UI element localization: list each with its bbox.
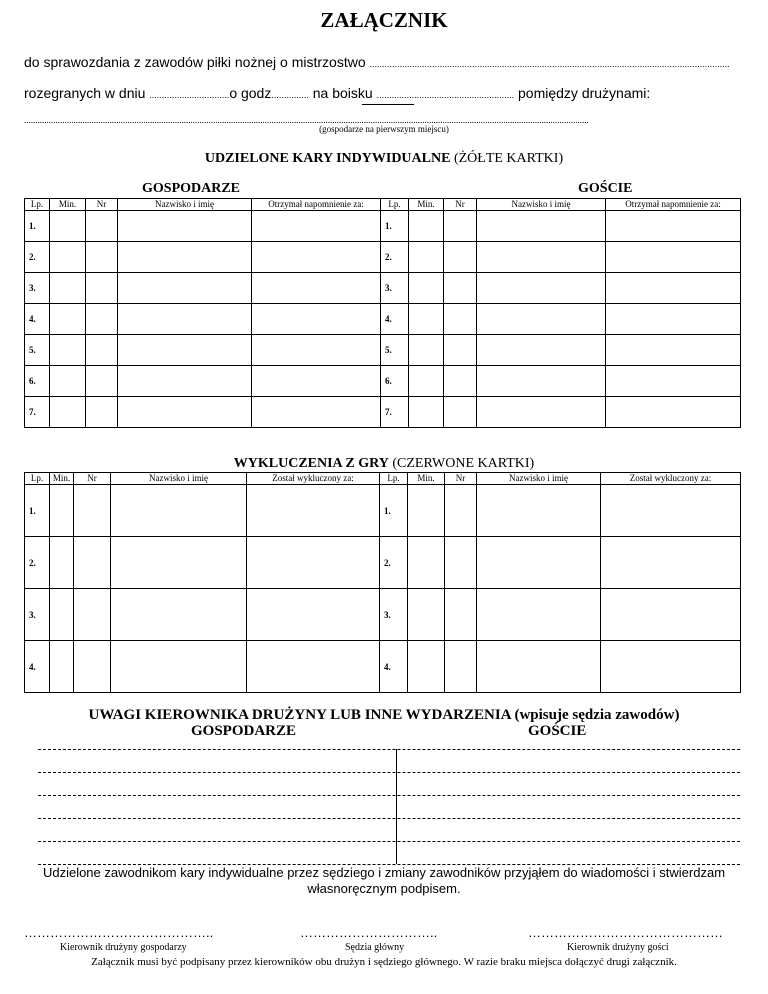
table-row [25, 485, 741, 537]
yellow-cards-title-rest: (ŻÓŁTE KARTKI) [450, 151, 564, 166]
reason-cell[interactable] [606, 273, 741, 304]
reason-cell[interactable] [252, 335, 381, 366]
date-label: rozegranych w dniu [24, 85, 146, 101]
red-cards-title-bold: WYKLUCZENIA Z GRY [233, 456, 389, 471]
name-cell[interactable] [118, 273, 252, 304]
name-cell[interactable] [111, 589, 247, 641]
reason-cell[interactable] [601, 589, 741, 641]
name-cell[interactable] [118, 211, 252, 242]
name-cell[interactable] [118, 397, 252, 428]
name-cell[interactable] [111, 485, 247, 537]
signature-referee-field[interactable]: ………………………….. [300, 925, 438, 940]
remark-line[interactable] [38, 749, 740, 750]
reason-cell[interactable] [252, 211, 381, 242]
col-reason: Został wykluczony za: [247, 473, 380, 485]
col-lp: Lp. [25, 473, 50, 485]
reason-cell[interactable] [606, 335, 741, 366]
number-cell[interactable] [445, 537, 477, 589]
number-cell[interactable] [444, 304, 477, 335]
reason-cell[interactable] [252, 273, 381, 304]
number-cell[interactable] [86, 304, 118, 335]
statement [0, 865, 768, 897]
signature-home-label: Kierownik drużyny gospodarzy [60, 942, 187, 953]
row-number: 5. [25, 335, 50, 366]
name-cell[interactable] [477, 304, 606, 335]
minute-cell[interactable] [50, 589, 74, 641]
row-number: 2. [25, 242, 50, 273]
col-lp: Lp. [381, 199, 409, 211]
minute-cell[interactable] [409, 273, 444, 304]
minute-cell[interactable] [409, 211, 444, 242]
reason-cell[interactable] [247, 589, 380, 641]
remarks-home-label: GOSPODARZE [191, 723, 297, 739]
number-cell[interactable] [86, 242, 118, 273]
table-row [25, 641, 741, 693]
number-cell[interactable] [444, 366, 477, 397]
col-nr: Nr [74, 473, 111, 485]
col-nr: Nr [444, 199, 477, 211]
pitch-label: na boisku [312, 85, 373, 101]
row-number: 6. [381, 366, 409, 397]
row-number: 4. [25, 304, 50, 335]
name-cell[interactable] [118, 335, 252, 366]
reason-cell[interactable] [252, 397, 381, 428]
statement-line-2: własnoręcznym podpisem. [307, 881, 461, 896]
footer-note: Załącznik musi być podpisany przez kierowników obu drużyn i sędziego głównego. W razie braku miejsca dołączyć drugi załącznik. [91, 956, 677, 968]
number-cell[interactable] [74, 589, 111, 641]
time-label: o godz [229, 85, 272, 101]
match-details-line [24, 85, 650, 101]
red-cards-table [24, 472, 741, 693]
minute-cell[interactable] [408, 641, 445, 693]
reason-cell[interactable] [247, 485, 380, 537]
minute-cell[interactable] [409, 242, 444, 273]
table-row [25, 273, 741, 304]
remark-line[interactable] [38, 772, 740, 773]
reason-cell[interactable] [252, 242, 381, 273]
row-number: 4. [381, 304, 409, 335]
col-name: Nazwisko i imię [118, 199, 252, 211]
col-nr: Nr [86, 199, 118, 211]
number-cell[interactable] [445, 641, 477, 693]
minute-cell[interactable] [50, 211, 86, 242]
col-min: Min. [409, 199, 444, 211]
name-cell[interactable] [477, 641, 601, 693]
championship-field[interactable]: ................................................................................................................................................ [369, 59, 730, 69]
row-number: 4. [25, 641, 50, 693]
red-header-row [25, 473, 741, 485]
teams-field[interactable]: ........................................................................................................................................................................................................................................................... [24, 115, 589, 125]
minute-cell[interactable] [50, 304, 86, 335]
number-cell[interactable] [74, 485, 111, 537]
row-number: 2. [380, 537, 408, 589]
yellow-header-row [25, 199, 741, 211]
name-cell[interactable] [118, 304, 252, 335]
teams-note: (gospodarze na pierwszym miejscu) [319, 124, 449, 134]
name-cell[interactable] [477, 397, 606, 428]
col-min: Min. [408, 473, 445, 485]
row-number: 3. [380, 589, 408, 641]
number-cell[interactable] [445, 485, 477, 537]
number-cell[interactable] [86, 335, 118, 366]
number-cell[interactable] [444, 273, 477, 304]
minute-cell[interactable] [409, 397, 444, 428]
reason-cell[interactable] [606, 304, 741, 335]
name-cell[interactable] [111, 641, 247, 693]
minute-cell[interactable] [409, 335, 444, 366]
reason-cell[interactable] [606, 366, 741, 397]
reason-cell[interactable] [252, 366, 381, 397]
table-row [25, 211, 741, 242]
number-cell[interactable] [86, 273, 118, 304]
red-cards-title-rest: (CZERWONE KARTKI) [388, 456, 535, 471]
number-cell[interactable] [86, 211, 118, 242]
date-field[interactable]: ................................ [149, 90, 230, 100]
number-cell[interactable] [74, 641, 111, 693]
reason-cell[interactable] [601, 537, 741, 589]
row-number: 3. [25, 273, 50, 304]
minute-cell[interactable] [50, 242, 86, 273]
minute-cell[interactable] [408, 537, 445, 589]
minute-cell[interactable] [50, 485, 74, 537]
name-cell[interactable] [477, 242, 606, 273]
remark-line[interactable] [38, 818, 740, 819]
number-cell[interactable] [444, 397, 477, 428]
minute-cell[interactable] [408, 589, 445, 641]
number-cell[interactable] [86, 366, 118, 397]
signature-home-field[interactable]: …………………………………….. [24, 925, 214, 940]
yellow-cards-title [0, 151, 768, 167]
name-cell[interactable] [118, 366, 252, 397]
name-cell[interactable] [111, 537, 247, 589]
row-number: 7. [25, 397, 50, 428]
reason-cell[interactable] [247, 537, 380, 589]
reason-cell[interactable] [606, 242, 741, 273]
col-min: Min. [50, 199, 86, 211]
row-number: 1. [381, 211, 409, 242]
number-cell[interactable] [444, 211, 477, 242]
red-cards-title [0, 456, 768, 472]
col-name: Nazwisko i imię [111, 473, 247, 485]
table-row [25, 366, 741, 397]
remarks-divider [396, 749, 397, 864]
signature-referee-label: Sędzia główny [345, 942, 405, 953]
championship-label: do sprawozdania z zawodów piłki nożnej o mistrzostwo [24, 54, 366, 70]
col-name: Nazwisko i imię [477, 199, 606, 211]
number-cell[interactable] [444, 335, 477, 366]
signature-away-field[interactable]: ……………………………………… [528, 925, 723, 940]
reason-cell[interactable] [606, 397, 741, 428]
row-number: 1. [380, 485, 408, 537]
reason-cell[interactable] [601, 485, 741, 537]
signature-away-label: Kierownik drużyny gości [567, 942, 669, 953]
row-number: 2. [381, 242, 409, 273]
col-reason: Został wykluczony za: [601, 473, 741, 485]
remarks-away-label: GOŚCIE [528, 723, 587, 739]
number-cell[interactable] [86, 397, 118, 428]
reason-cell[interactable] [247, 641, 380, 693]
name-cell[interactable] [477, 485, 601, 537]
yellow-cards-table [24, 198, 741, 428]
col-min: Min. [50, 473, 74, 485]
name-cell[interactable] [477, 589, 601, 641]
number-cell[interactable] [444, 242, 477, 273]
teams-label: pomiędzy drużynami: [518, 85, 651, 101]
yellow-away-label: GOŚCIE [578, 181, 633, 196]
remark-line[interactable] [38, 795, 740, 796]
minute-cell[interactable] [50, 366, 86, 397]
remarks-title: UWAGI KIEROWNIKA DRUŻYNY LUB INNE WYDARZENIA (wpisuje sędzia zawodów) [88, 707, 680, 723]
number-cell[interactable] [74, 537, 111, 589]
separator-line [362, 104, 414, 105]
name-cell[interactable] [477, 366, 606, 397]
row-number: 1. [25, 211, 50, 242]
name-cell[interactable] [477, 335, 606, 366]
minute-cell[interactable] [50, 397, 86, 428]
number-cell[interactable] [445, 589, 477, 641]
minute-cell[interactable] [50, 537, 74, 589]
col-nr: Nr [445, 473, 477, 485]
table-row [25, 397, 741, 428]
minute-cell[interactable] [409, 366, 444, 397]
name-cell[interactable] [118, 242, 252, 273]
col-reason: Otrzymał napomnienie za: [606, 199, 741, 211]
minute-cell[interactable] [408, 485, 445, 537]
table-row [25, 537, 741, 589]
minute-cell[interactable] [50, 641, 74, 693]
row-number: 2. [25, 537, 50, 589]
row-number: 6. [25, 366, 50, 397]
yellow-home-label: GOSPODARZE [142, 181, 241, 196]
row-number: 3. [381, 273, 409, 304]
minute-cell[interactable] [50, 273, 86, 304]
time-field[interactable]: ............... [271, 90, 309, 100]
reason-cell[interactable] [601, 641, 741, 693]
name-cell[interactable] [477, 211, 606, 242]
document-title: ZAŁĄCZNIK [320, 8, 448, 32]
col-lp: Lp. [25, 199, 50, 211]
table-row [25, 304, 741, 335]
col-reason: Otrzymał napomnienie za: [252, 199, 381, 211]
minute-cell[interactable] [50, 335, 86, 366]
table-row [25, 589, 741, 641]
yellow-cards-title-bold: UDZIELONE KARY INDYWIDUALNE [204, 151, 451, 166]
row-number: 1. [25, 485, 50, 537]
row-number: 5. [381, 335, 409, 366]
row-number: 7. [381, 397, 409, 428]
pitch-field[interactable]: ....................................................... [376, 90, 515, 100]
reason-cell[interactable] [606, 211, 741, 242]
col-lp: Lp. [380, 473, 408, 485]
table-row [25, 335, 741, 366]
row-number: 4. [380, 641, 408, 693]
remark-line[interactable] [38, 841, 740, 842]
championship-line [24, 54, 730, 70]
statement-line-1: Udzielone zawodnikom kary indywidualne przez sędziego i zmiany zawodników przyjąłem do wiadomości i stwierdzam [42, 865, 726, 880]
col-name: Nazwisko i imię [477, 473, 601, 485]
minute-cell[interactable] [409, 304, 444, 335]
table-row [25, 242, 741, 273]
reason-cell[interactable] [252, 304, 381, 335]
row-number: 3. [25, 589, 50, 641]
name-cell[interactable] [477, 537, 601, 589]
name-cell[interactable] [477, 273, 606, 304]
